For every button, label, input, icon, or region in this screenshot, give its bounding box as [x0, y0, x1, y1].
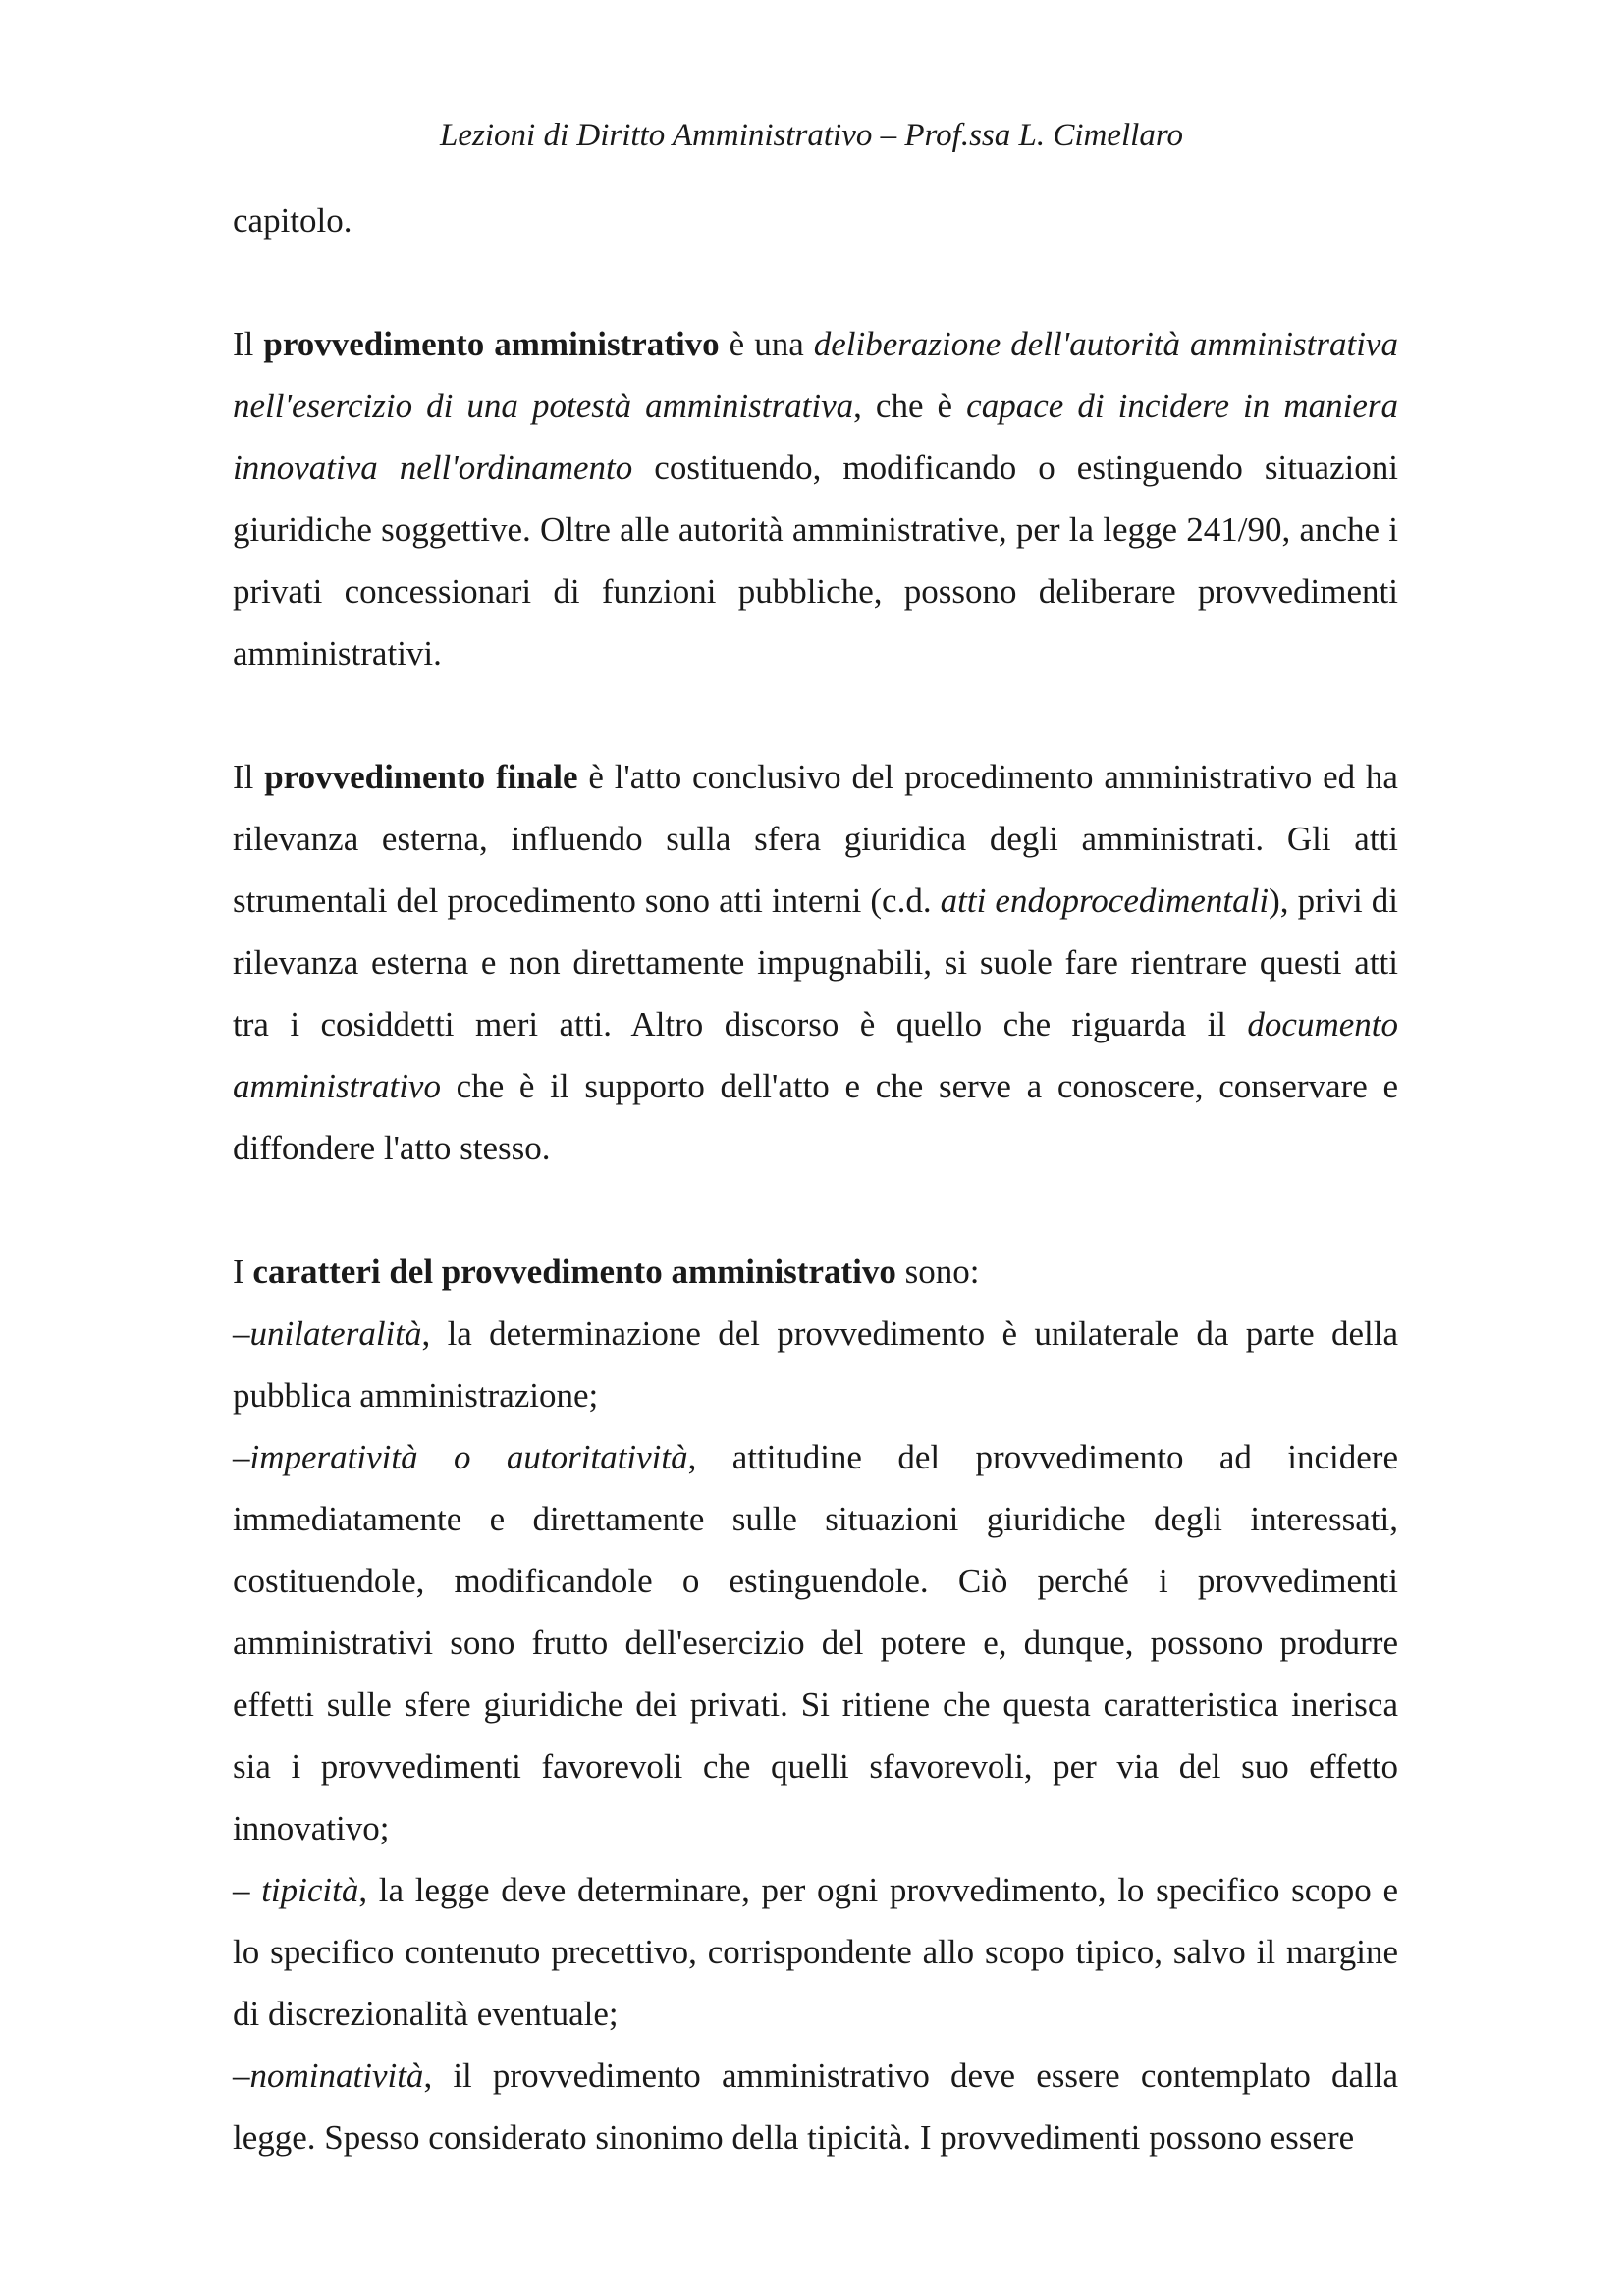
text-run: ), privi di rilevanza esterna e non direttamente impugnabili, si suole fare rientrare questi atti tra i cosiddetti meri atti. Altro discorso è quello che riguarda il	[233, 881, 1398, 1043]
list-item-unilateralita	[233, 1303, 1398, 1426]
bold-term: provvedimento amministrativo	[263, 325, 720, 363]
list-item-imperativita	[233, 1426, 1398, 1859]
list-text: , la determinazione del provvedimento è unilaterale da parte della pubblica amministrazione;	[233, 1314, 1398, 1415]
list-term: tipicità	[261, 1871, 359, 1909]
text-run: Il	[233, 325, 264, 363]
text-run: Il	[233, 758, 265, 796]
list-text: , il provvedimento amministrativo deve essere contemplato dalla legge. Spesso considerato sinonimo della tipicità. I provvedimenti possono essere	[233, 2056, 1398, 2157]
list-dash: –	[233, 1314, 250, 1353]
paragraph-provvedimento-finale	[233, 746, 1398, 1179]
paragraph-caratteri-intro	[233, 1241, 1398, 1303]
text-run: , che è	[853, 387, 967, 425]
paragraph-spacer	[233, 251, 1398, 313]
text-run: costituendo, modificando o estinguendo situazioni giuridiche soggettive. Oltre alle autorità amministrative, per la legge 241/90, anche i privati concessionari di funzioni pubbliche, possono deliberare provvedimenti amministrativi.	[233, 449, 1399, 672]
italic-phrase: documento amministrativo	[233, 1005, 1398, 1105]
list-item-nominativita	[233, 2045, 1398, 2168]
page-header: Lezioni di Diritto Amministrativo – Prof.ssa L. Cimellaro	[440, 118, 1183, 153]
italic-phrase: capace di incidere in maniera innovativa nell'ordinamento	[233, 387, 1398, 487]
list-text: , la legge deve determinare, per ogni provvedimento, lo specifico scopo e lo specifico contenuto precettivo, corrispondente allo scopo tipico, salvo il margine di discrezionalità eventuale;	[233, 1871, 1399, 2033]
paragraph-spacer	[233, 1179, 1398, 1241]
document-body	[233, 189, 1398, 2168]
text-run: I	[233, 1253, 253, 1291]
text-run: che è il supporto dell'atto e che serve a conoscere, conservare e diffondere l'atto stesso.	[233, 1067, 1398, 1167]
list-text: , attitudine del provvedimento ad incidere immediatamente e direttamente sulle situazioni giuridiche degli interessati, costituendole, modificandole o estinguendole. Ciò perché i provvedimenti amministrativi sono frutto dell'esercizio del potere e, dunque, possono produrre effetti sulle sfere giuridiche dei privati. Si ritiene che questa caratteristica inerisca sia i provvedimenti favorevoli che quelli sfavorevoli, per via del suo effetto innovativo;	[233, 1438, 1398, 1847]
italic-phrase: deliberazione dell'autorità amministrativa nell'esercizio di una potestà amministrativa	[233, 325, 1398, 425]
text-run: è una	[719, 325, 814, 363]
list-dash: –	[233, 2056, 250, 2095]
paragraph-provvedimento-amministrativo	[233, 313, 1398, 684]
paragraph-continuation: capitolo.	[233, 201, 352, 240]
list-term: unilateralità	[249, 1314, 422, 1353]
list-term: nominatività	[249, 2056, 424, 2095]
bold-term: caratteri del provvedimento amministrativo	[252, 1253, 896, 1291]
paragraph-spacer	[233, 684, 1398, 746]
italic-phrase: atti endoprocedimentali	[940, 881, 1270, 920]
list-item-tipicita	[233, 1859, 1398, 2045]
text-run: è l'atto conclusivo del procedimento amministrativo ed ha rilevanza esterna, influendo sulla sfera giuridica degli amministrati. Gli atti strumentali del procedimento sono atti interni (c.d.	[233, 758, 1398, 920]
list-dash: –	[233, 1871, 262, 1909]
list-term: imperatività o autoritatività	[249, 1438, 688, 1476]
text-run: sono:	[895, 1253, 980, 1291]
list-dash: –	[233, 1438, 250, 1476]
bold-term: provvedimento finale	[264, 758, 578, 796]
